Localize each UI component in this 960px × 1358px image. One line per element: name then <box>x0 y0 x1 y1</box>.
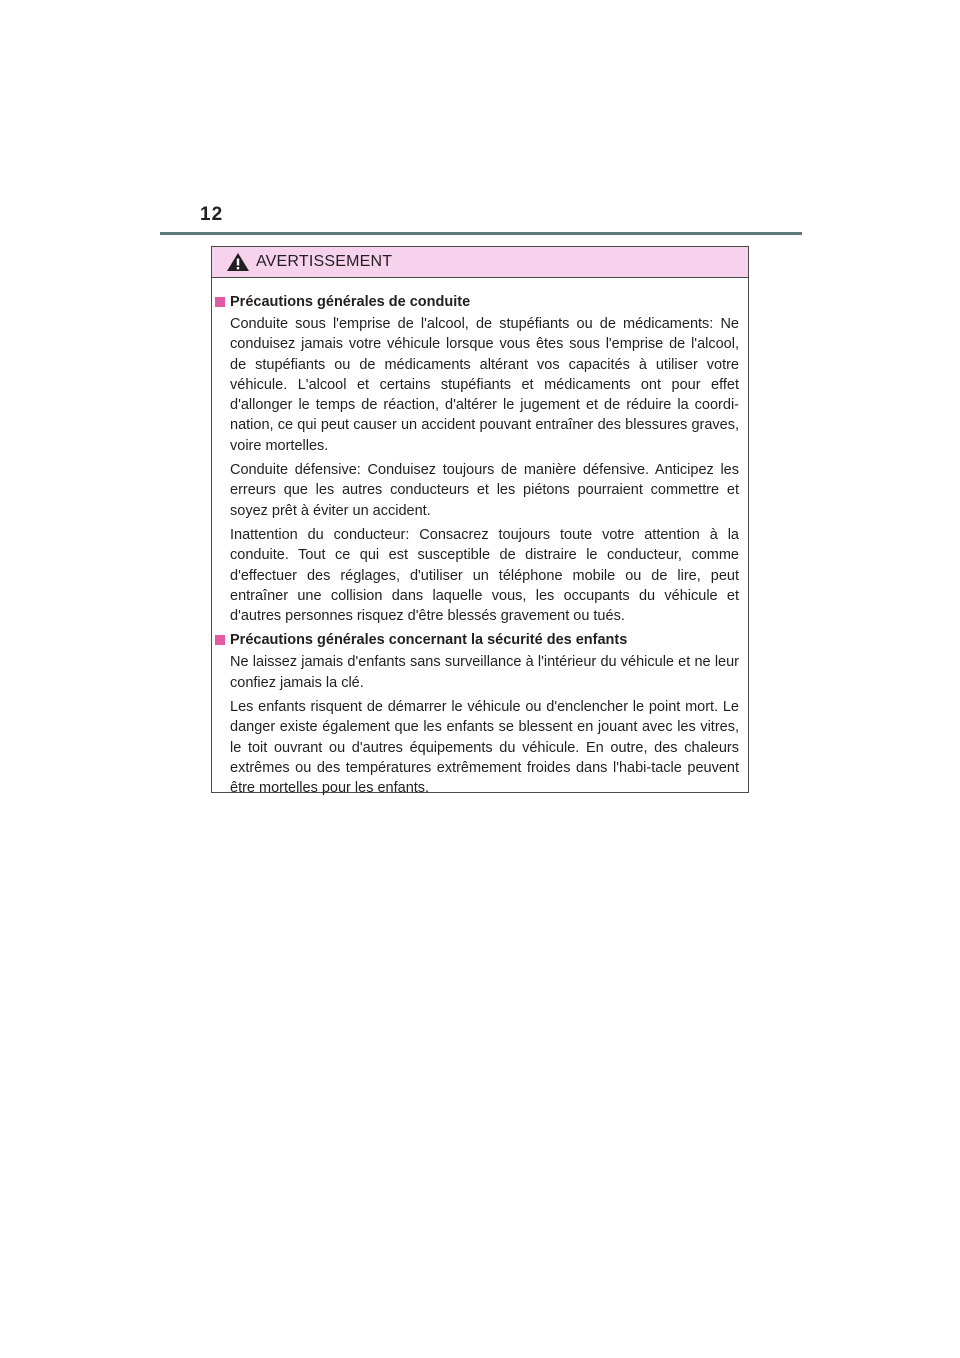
section-heading-driving <box>215 292 739 312</box>
paragraph-alcohol: Conduite sous l'emprise de l'alcool, de stupéfiants ou de médicaments: Ne conduisez jamais votre véhicule lorsque vous êtes sous l'emprise de l'alcool, de stupéfiants ou de médicaments altérant vos capacités à utiliser votre véhicule. L'alcool et certains stupéfiants et médicaments ont pour effet d'allonger le temps de réaction, d'altérer le jugement et de réduire la coordi-nation, ce qui peut causer un accident pouvant entraîner des blessures graves, voire mortelles. <box>230 316 739 454</box>
square-bullet-icon <box>215 635 225 645</box>
page-number: 12 <box>200 204 224 225</box>
square-bullet-icon <box>215 297 225 307</box>
paragraph-defensive-driving: Conduite défensive: Conduisez toujours de manière défensive. Anticipez les erreurs que les autres conducteurs et les piétons pourraient commettre et soyez prêt à éviter un accident. <box>230 462 739 519</box>
section-heading-text: Précautions générales concernant la sécurité des enfants <box>230 632 628 649</box>
paragraph-driver-inattention: Inattention du conducteur: Consacrez toujours toute votre attention à la conduite. Tout ce qui est susceptible de distraire le conducteur, comme d'effectuer des réglages, d'utiliser un téléphone mobile ou de lire, peut entraîner une collision dans laquelle vous, les occupants du véhicule et d'autres personnes risquez d'être blessés gravement ou tués. <box>230 526 739 625</box>
warning-box <box>211 246 749 797</box>
header-rule <box>160 232 802 235</box>
warning-triangle-icon <box>226 252 250 272</box>
paragraph-children-risks: Les enfants risquent de démarrer le véhicule ou d'enclencher le point mort. Le danger existe également que les enfants se blessent en jouant avec les vitres, le toit ouvrant ou d'autres équipements du véhicule. En outre, des chaleurs extrêmes ou des températures extrêmement froides dans l'habi-tacle peuvent être mortelles pour les enfants. <box>230 699 739 797</box>
section-heading-child-safety <box>215 630 739 650</box>
warning-content <box>212 278 748 799</box>
section-heading-text: Précautions générales de conduite <box>230 294 471 310</box>
paragraph-unattended-children: Ne laissez jamais d'enfants sans surveillance à l'intérieur du véhicule et ne leur confiez jamais la clé. <box>230 654 739 691</box>
warning-header <box>212 247 748 278</box>
warning-title: AVERTISSEMENT <box>256 253 393 270</box>
